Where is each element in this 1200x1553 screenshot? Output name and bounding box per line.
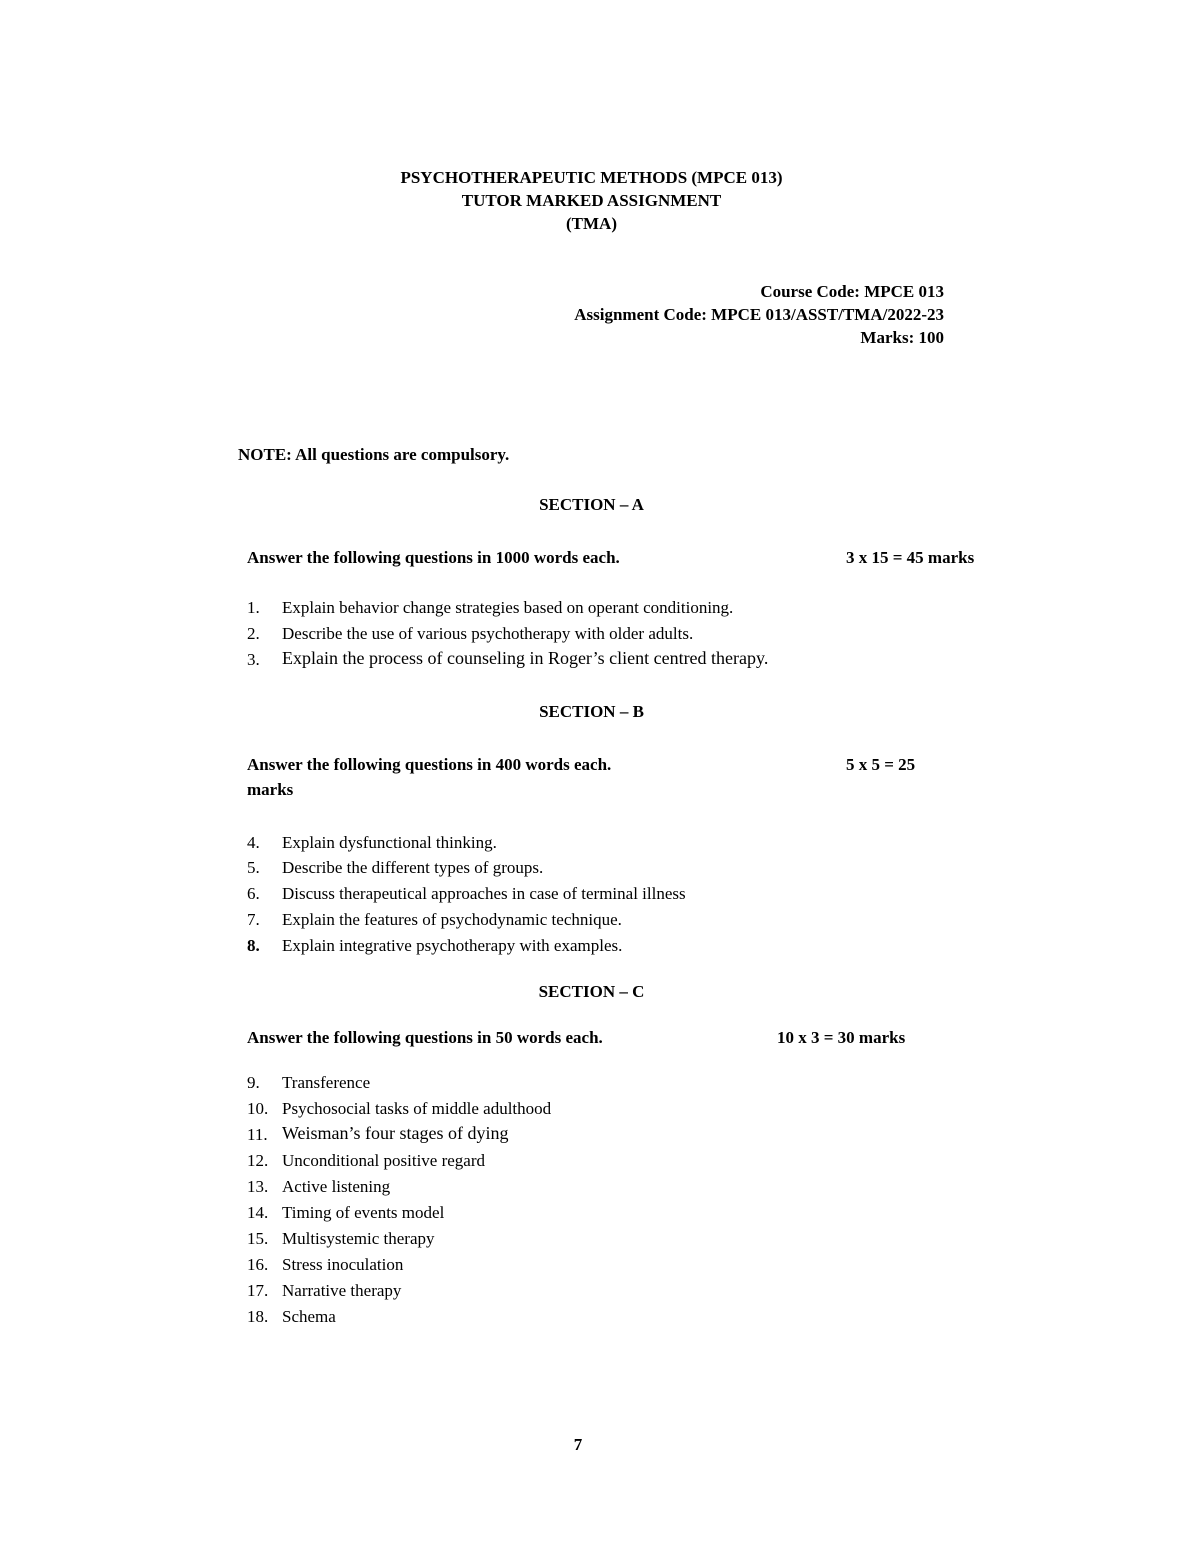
question-number: 8. xyxy=(247,936,260,955)
question-text: Schema xyxy=(282,1307,336,1326)
question-text: Weisman’s four stages of dying xyxy=(282,1123,509,1143)
question-text: Timing of events model xyxy=(282,1203,445,1222)
question-text: Discuss therapeutical approaches in case of terminal illness xyxy=(282,884,686,903)
question-number: 17. xyxy=(247,1281,269,1300)
section-b-marks-continued: marks xyxy=(247,780,294,799)
question-text: Explain dysfunctional thinking. xyxy=(282,833,497,852)
question-text: Explain the features of psychodynamic technique. xyxy=(282,910,622,929)
question-text: Describe the use of various psychotherapy with older adults. xyxy=(282,624,694,643)
section-c-marks: 10 x 3 = 30 marks xyxy=(777,1028,906,1047)
section-a-marks: 3 x 15 = 45 marks xyxy=(846,548,975,567)
question-number: 5. xyxy=(247,858,260,877)
question-number: 18. xyxy=(247,1307,269,1326)
question-text: Explain integrative psychotherapy with examples. xyxy=(282,936,623,955)
section-a-instruction: Answer the following questions in 1000 words each. xyxy=(247,548,620,567)
question-number: 7. xyxy=(247,910,260,929)
assignment-code: Assignment Code: MPCE 013/ASST/TMA/2022-23 xyxy=(574,305,944,324)
doc-subtitle-abbrev: (TMA) xyxy=(566,214,617,233)
section-a-title: SECTION – A xyxy=(539,495,644,514)
total-marks: Marks: 100 xyxy=(860,328,944,347)
section-c-title: SECTION – C xyxy=(538,982,645,1001)
question-number: 15. xyxy=(247,1229,269,1248)
question-number: 11. xyxy=(247,1125,268,1144)
question-number: 6. xyxy=(247,884,260,903)
question-number: 16. xyxy=(247,1255,269,1274)
question-text: Explain behavior change strategies based on operant conditioning. xyxy=(282,598,734,617)
doc-title: PSYCHOTHERAPEUTIC METHODS (MPCE 013) xyxy=(400,168,783,187)
question-number: 3. xyxy=(247,650,260,669)
question-text: Narrative therapy xyxy=(282,1281,402,1300)
question-text: Unconditional positive regard xyxy=(282,1151,486,1170)
section-b-title: SECTION – B xyxy=(539,702,644,721)
question-number: 10. xyxy=(247,1099,269,1118)
question-text: Transference xyxy=(282,1073,371,1092)
section-b-marks: 5 x 5 = 25 xyxy=(846,755,916,774)
question-number: 14. xyxy=(247,1203,269,1222)
doc-subtitle: TUTOR MARKED ASSIGNMENT xyxy=(461,191,722,210)
question-number: 9. xyxy=(247,1073,260,1092)
question-number: 1. xyxy=(247,598,260,617)
section-b-instruction: Answer the following questions in 400 words each. xyxy=(247,755,612,774)
section-c-instruction: Answer the following questions in 50 words each. xyxy=(247,1028,603,1047)
question-text: Describe the different types of groups. xyxy=(282,858,544,877)
question-text: Multisystemic therapy xyxy=(282,1229,435,1248)
question-text: Stress inoculation xyxy=(282,1255,404,1274)
page-number: 7 xyxy=(573,1435,583,1454)
course-code: Course Code: MPCE 013 xyxy=(760,282,944,301)
question-number: 13. xyxy=(247,1177,269,1196)
question-number: 2. xyxy=(247,624,260,643)
question-text: Explain the process of counseling in Roger’s client centred therapy. xyxy=(282,648,769,668)
question-number: 4. xyxy=(247,833,260,852)
note: NOTE: All questions are compulsory. xyxy=(238,445,510,464)
question-text: Active listening xyxy=(282,1177,391,1196)
question-number: 12. xyxy=(247,1151,269,1170)
question-text: Psychosocial tasks of middle adulthood xyxy=(282,1099,552,1118)
